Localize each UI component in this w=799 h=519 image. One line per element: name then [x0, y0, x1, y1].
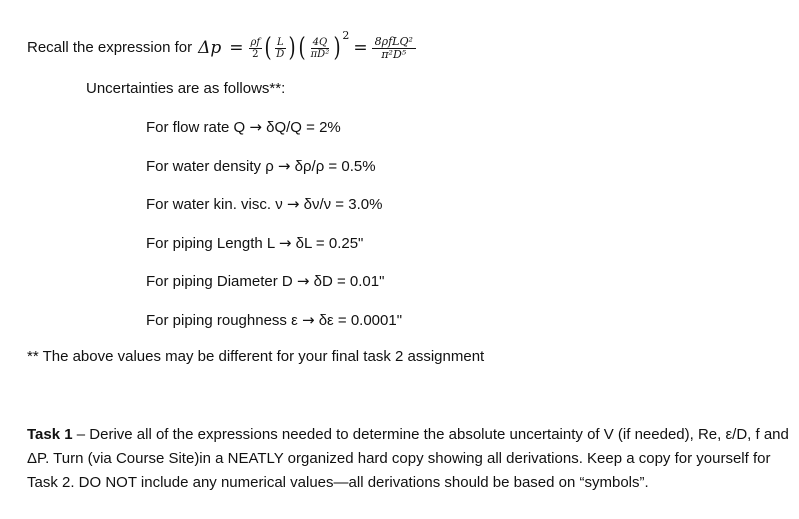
equals-sign: =	[229, 38, 244, 58]
task-title: Task 1	[27, 426, 73, 443]
fraction-denominator: π²D⁵	[381, 47, 407, 61]
uncertainty-item-flow-rate	[146, 118, 341, 137]
uncertainty-item-piping-length	[146, 234, 363, 253]
uncertainty-heading: Uncertainties are as follows**:	[86, 80, 286, 97]
uncertainty-value: δQ/Q = 2%	[266, 119, 341, 136]
right-arrow-icon: →	[301, 311, 315, 329]
right-paren: )	[333, 33, 341, 63]
fraction-numerator: L	[276, 36, 284, 48]
fraction-rho-f-over-2	[249, 37, 263, 60]
uncertainty-item-water-density	[146, 157, 376, 176]
task-paragraph	[27, 423, 799, 495]
right-arrow-icon: →	[286, 195, 300, 213]
uncertainty-value: δL = 0.25"	[295, 235, 364, 252]
right-paren: )	[288, 33, 296, 63]
right-arrow-icon: →	[278, 234, 292, 252]
fraction-numerator: 4Q	[312, 36, 328, 48]
pressure-drop-equation	[198, 29, 416, 63]
uncertainty-value: δν/ν = 3.0%	[303, 196, 383, 213]
uncertainty-item-piping-diameter	[146, 272, 384, 291]
fraction-4q-over-pi-d2	[309, 37, 332, 60]
right-arrow-icon: →	[296, 272, 310, 290]
fraction-numerator: 8ρfLQ²	[372, 36, 416, 49]
uncertainty-value: δρ/ρ = 0.5%	[294, 158, 376, 175]
equation-lhs: Δp	[198, 38, 222, 58]
fraction-rhs	[372, 36, 416, 61]
uncertainty-item-piping-roughness	[146, 311, 402, 330]
uncertainty-label: For piping Diameter D	[146, 273, 293, 290]
intro-equation-line	[27, 29, 416, 63]
right-arrow-icon: →	[277, 157, 291, 175]
left-paren: (	[264, 33, 272, 63]
fraction-numerator: ρf	[250, 36, 261, 48]
uncertainty-label: For flow rate Q	[146, 119, 246, 136]
task-body: – Derive all of the expressions needed to determine the absolute uncertainty of V (if needed), Re, ε/D, f and ΔP. Turn (via Course Site)in a NEATLY organized hard copy showing all derivations. Keep a copy for yourself for Task 2. DO NOT include any numerical values—all derivations should be based on “symbols”.	[27, 426, 789, 491]
uncertainty-label: For water kin. visc. ν	[146, 196, 283, 213]
uncertainty-label: For piping roughness ε	[146, 312, 298, 329]
fraction-denominator: πD²	[310, 48, 330, 60]
right-arrow-icon: →	[249, 118, 262, 136]
footnote: ** The above values may be different for your final task 2 assignment	[27, 348, 485, 365]
intro-text: Recall the expression for	[27, 39, 193, 56]
uncertainty-value: δε = 0.0001"	[318, 312, 403, 329]
fraction-denominator: D	[276, 48, 285, 60]
fraction-denominator: 2	[252, 48, 259, 60]
uncertainty-label: For water density ρ	[146, 158, 274, 175]
squared-exponent: 2	[342, 29, 350, 42]
uncertainty-item-kinematic-viscosity	[146, 195, 382, 214]
uncertainty-label: For piping Length L	[146, 235, 275, 252]
fraction-l-over-d	[274, 37, 286, 60]
left-paren: (	[298, 33, 307, 63]
uncertainty-value: δD = 0.01"	[313, 273, 385, 290]
equals-sign: =	[353, 38, 368, 58]
